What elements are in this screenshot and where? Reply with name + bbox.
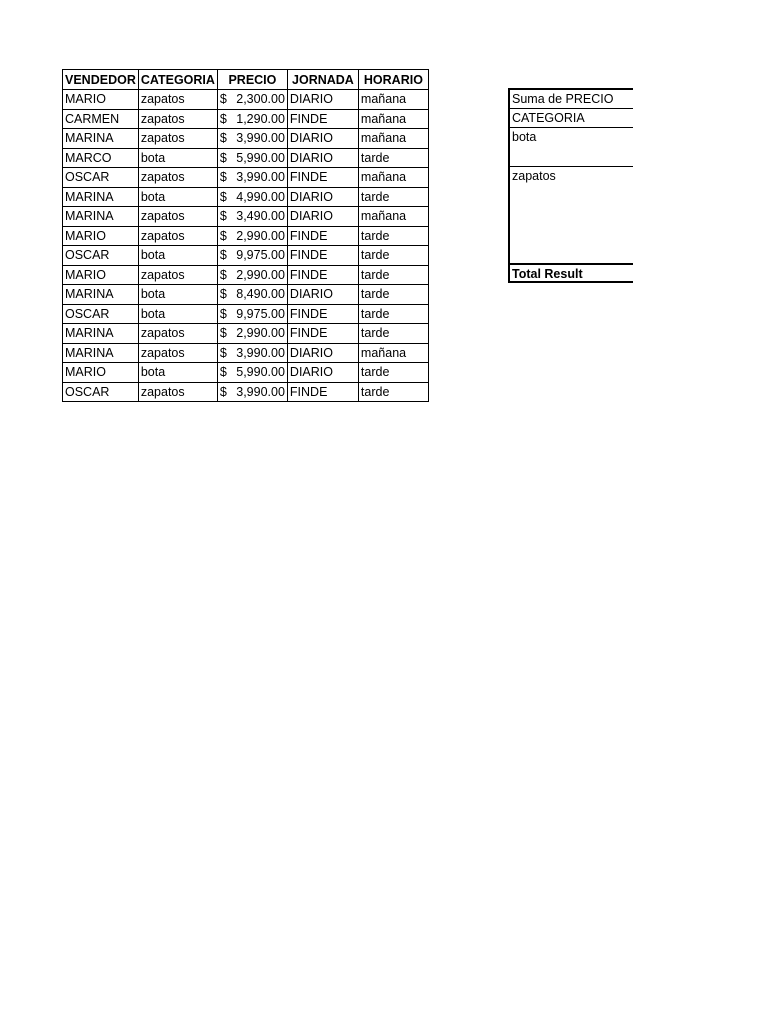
price-value: 3,990.00 (236, 131, 285, 146)
cell-vendedor[interactable]: OSCAR (63, 246, 139, 266)
table-row (63, 168, 429, 188)
cell-precio[interactable] (217, 148, 287, 168)
pivot-item-bota[interactable]: bota (508, 127, 633, 166)
cell-jornada[interactable]: DIARIO (287, 343, 358, 363)
cell-jornada[interactable]: DIARIO (287, 285, 358, 305)
table-row (63, 129, 429, 149)
cell-vendedor[interactable]: MARIO (63, 226, 139, 246)
table-row (63, 304, 429, 324)
currency-symbol: $ (219, 189, 227, 204)
price-value: 3,490.00 (236, 209, 285, 224)
cell-jornada[interactable]: FINDE (287, 304, 358, 324)
cell-precio[interactable] (217, 265, 287, 285)
cell-precio[interactable] (217, 187, 287, 207)
table-row (63, 187, 429, 207)
cell-horario[interactable]: tarde (358, 265, 428, 285)
pivot-title[interactable]: Suma de PRECIO (508, 88, 633, 108)
table-row (63, 148, 429, 168)
price-value: 8,490.00 (236, 287, 285, 302)
cell-categoria[interactable]: zapatos (138, 129, 217, 149)
header-categoria[interactable]: CATEGORIA (138, 70, 217, 90)
cell-precio[interactable] (217, 207, 287, 227)
cell-jornada[interactable]: FINDE (287, 324, 358, 344)
cell-categoria[interactable]: bota (138, 148, 217, 168)
cell-precio[interactable] (217, 304, 287, 324)
currency-symbol: $ (219, 384, 227, 399)
table-header-row (63, 70, 429, 90)
price-value: 2,990.00 (236, 267, 285, 282)
cell-horario[interactable]: mañana (358, 109, 428, 129)
cell-jornada[interactable]: FINDE (287, 109, 358, 129)
cell-categoria[interactable]: zapatos (138, 343, 217, 363)
cell-jornada[interactable]: FINDE (287, 246, 358, 266)
table-row (63, 246, 429, 266)
cell-jornada[interactable]: DIARIO (287, 129, 358, 149)
header-jornada[interactable]: JORNADA (287, 70, 358, 90)
sales-table (62, 69, 429, 402)
table-row (63, 363, 429, 383)
currency-symbol: $ (219, 365, 227, 380)
price-value: 2,990.00 (236, 326, 285, 341)
cell-categoria[interactable]: bota (138, 304, 217, 324)
currency-symbol: $ (219, 306, 227, 321)
currency-symbol: $ (219, 150, 227, 165)
cell-horario[interactable]: mañana (358, 207, 428, 227)
cell-horario[interactable]: tarde (358, 187, 428, 207)
cell-jornada[interactable]: FINDE (287, 382, 358, 402)
cell-categoria[interactable]: zapatos (138, 265, 217, 285)
cell-horario[interactable]: tarde (358, 324, 428, 344)
cell-categoria[interactable]: zapatos (138, 168, 217, 188)
cell-vendedor[interactable]: MARIO (63, 363, 139, 383)
header-vendedor[interactable]: VENDEDOR (63, 70, 139, 90)
table-row (63, 207, 429, 227)
cell-vendedor[interactable]: MARINA (63, 343, 139, 363)
header-horario[interactable]: HORARIO (358, 70, 428, 90)
cell-vendedor[interactable]: MARCO (63, 148, 139, 168)
cell-jornada[interactable]: DIARIO (287, 90, 358, 110)
price-value: 9,975.00 (236, 248, 285, 263)
cell-categoria[interactable]: zapatos (138, 226, 217, 246)
currency-symbol: $ (219, 111, 227, 126)
cell-jornada[interactable]: FINDE (287, 226, 358, 246)
currency-symbol: $ (219, 345, 227, 360)
price-value: 1,290.00 (236, 111, 285, 126)
cell-vendedor[interactable]: MARINA (63, 285, 139, 305)
currency-symbol: $ (219, 228, 227, 243)
cell-horario[interactable]: tarde (358, 382, 428, 402)
cell-categoria[interactable]: zapatos (138, 382, 217, 402)
cell-precio[interactable] (217, 343, 287, 363)
cell-precio[interactable] (217, 129, 287, 149)
cell-categoria[interactable]: zapatos (138, 324, 217, 344)
cell-precio[interactable] (217, 382, 287, 402)
pivot-total-label[interactable]: Total Result (508, 263, 633, 283)
table-row (63, 90, 429, 110)
cell-jornada[interactable]: DIARIO (287, 207, 358, 227)
price-value: 2,990.00 (236, 228, 285, 243)
cell-horario[interactable]: tarde (358, 148, 428, 168)
cell-categoria[interactable]: bota (138, 187, 217, 207)
currency-symbol: $ (219, 131, 227, 146)
cell-horario[interactable]: tarde (358, 304, 428, 324)
pivot-item-zapatos[interactable]: zapatos (508, 166, 633, 263)
cell-precio[interactable] (217, 109, 287, 129)
cell-categoria[interactable]: zapatos (138, 109, 217, 129)
table-row (63, 324, 429, 344)
currency-symbol: $ (219, 209, 227, 224)
cell-precio[interactable] (217, 90, 287, 110)
cell-jornada[interactable]: FINDE (287, 168, 358, 188)
cell-precio[interactable] (217, 168, 287, 188)
currency-symbol: $ (219, 92, 227, 107)
cell-horario[interactable]: tarde (358, 363, 428, 383)
cell-vendedor[interactable]: MARINA (63, 324, 139, 344)
table-row (63, 382, 429, 402)
cell-precio[interactable] (217, 324, 287, 344)
table-body (63, 90, 429, 402)
cell-jornada[interactable]: DIARIO (287, 363, 358, 383)
cell-categoria[interactable]: bota (138, 363, 217, 383)
cell-precio[interactable] (217, 363, 287, 383)
table-row (63, 109, 429, 129)
cell-precio[interactable] (217, 246, 287, 266)
cell-vendedor[interactable]: OSCAR (63, 304, 139, 324)
cell-vendedor[interactable]: OSCAR (63, 382, 139, 402)
price-value: 4,990.00 (236, 189, 285, 204)
price-value: 3,990.00 (236, 384, 285, 399)
table-row (63, 343, 429, 363)
cell-vendedor[interactable]: MARINA (63, 187, 139, 207)
cell-horario[interactable]: tarde (358, 226, 428, 246)
cell-horario[interactable]: mañana (358, 343, 428, 363)
price-value: 5,990.00 (236, 365, 285, 380)
cell-precio[interactable] (217, 285, 287, 305)
cell-horario[interactable]: mañana (358, 168, 428, 188)
currency-symbol: $ (219, 287, 227, 302)
cell-categoria[interactable]: bota (138, 246, 217, 266)
currency-symbol: $ (219, 248, 227, 263)
price-value: 3,990.00 (236, 170, 285, 185)
table-row (63, 226, 429, 246)
cell-jornada[interactable]: DIARIO (287, 187, 358, 207)
cell-horario[interactable]: tarde (358, 246, 428, 266)
currency-symbol: $ (219, 267, 227, 282)
currency-symbol: $ (219, 326, 227, 341)
price-value: 3,990.00 (236, 345, 285, 360)
cell-horario[interactable]: mañana (358, 90, 428, 110)
cell-jornada[interactable]: FINDE (287, 265, 358, 285)
price-value: 5,990.00 (236, 150, 285, 165)
cell-vendedor[interactable]: CARMEN (63, 109, 139, 129)
pivot-table (508, 88, 633, 283)
cell-vendedor[interactable]: MARINA (63, 207, 139, 227)
header-precio[interactable]: PRECIO (217, 70, 287, 90)
cell-vendedor[interactable]: OSCAR (63, 168, 139, 188)
cell-vendedor[interactable]: MARIO (63, 90, 139, 110)
table-row (63, 265, 429, 285)
price-value: 2,300.00 (236, 92, 285, 107)
cell-categoria[interactable]: zapatos (138, 207, 217, 227)
cell-vendedor[interactable]: MARIO (63, 265, 139, 285)
cell-categoria[interactable]: zapatos (138, 90, 217, 110)
cell-vendedor[interactable]: MARINA (63, 129, 139, 149)
currency-symbol: $ (219, 170, 227, 185)
cell-precio[interactable] (217, 226, 287, 246)
cell-horario[interactable]: tarde (358, 285, 428, 305)
price-value: 9,975.00 (236, 306, 285, 321)
cell-categoria[interactable]: bota (138, 285, 217, 305)
pivot-field-label[interactable]: CATEGORIA (508, 108, 633, 128)
cell-jornada[interactable]: DIARIO (287, 148, 358, 168)
table-row (63, 285, 429, 305)
cell-horario[interactable]: mañana (358, 129, 428, 149)
